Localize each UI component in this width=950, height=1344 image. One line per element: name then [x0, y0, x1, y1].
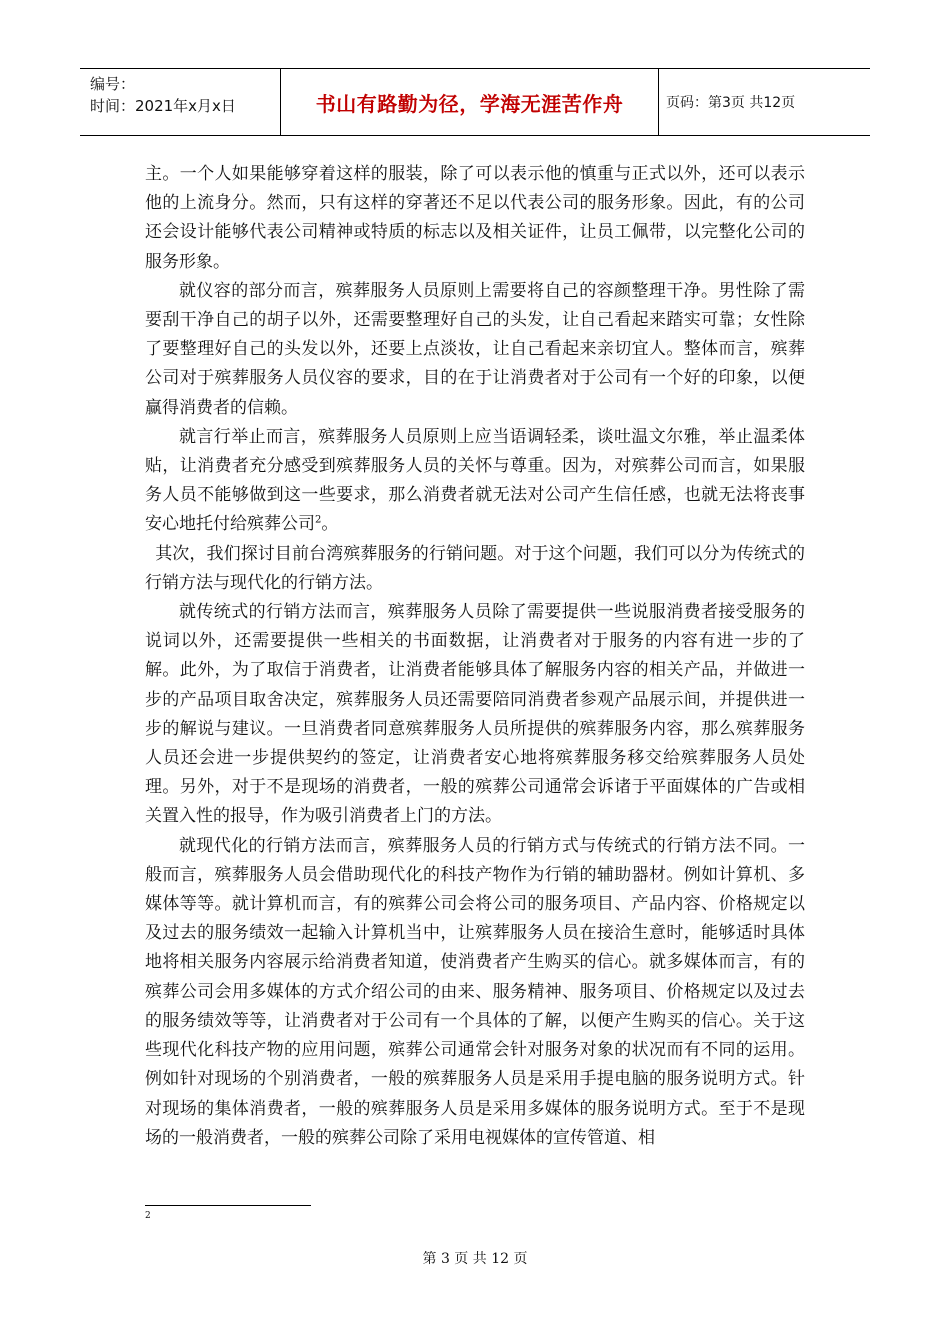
document-number-label: 编号： — [90, 75, 136, 93]
paragraph: 主。一个人如果能够穿着这样的服装，除了可以表示他的慎重与正式以外，还可以表示他的上流身分。然而，只有这样的穿著还不足以代表公司的服务形象。因此，有的公司还会设计能够代表公司精神或特质的标志以及相关证件，让员工佩带，以完整化公司的服务形象。 — [145, 164, 805, 272]
paragraph-end: 。 — [321, 514, 339, 535]
document-body — [145, 160, 805, 1153]
page-footer: 第 3 页 共 12 页 — [422, 1251, 528, 1267]
footnote-separator — [145, 1205, 311, 1206]
paragraph-text: 就言行举止而言，殡葬服务人员原则上应当语调轻柔，谈吐温文尔雅，举止温柔体贴，让消费者充分感受到殡葬服务人员的关怀与尊重。因为，对殡葬公司而言，如果服务人员不能够做到这一些要求，那么消费者就无法对公司产生信任感，也就无法将丧事安心地托付给殡葬公司 — [145, 426, 805, 535]
paragraph: 就现代化的行销方法而言，殡葬服务人员的行销方式与传统式的行销方法不同。一般而言，殡葬服务人员会借助现代化的科技产物作为行销的辅助器材。例如计算机、多媒体等等。就计算机而言，有的殡葬公司会将公司的服务项目、产品内容、价格规定以及过去的服务绩效一起输入计算机当中，让殡葬服务人员在接洽生意时，能够适时具体地将相关服务内容展示给消费者知道，使消费者产生购买的信心。就多媒体而言，有的殡葬公司会用多媒体的方式介绍公司的由来、服务精神、服务项目、价格规定以及过去的服务绩效等等，让消费者对于公司有一个具体的了解，以便产生购买的信心。关于这些现代化科技产物的应用问题，殡葬公司通常会针对服务对象的状况而有不同的运用。例如针对现场的个别消费者，一般的殡葬服务人员是采用手提电脑的服务说明方式。针对现场的集体消费者，一般的殡葬服务人员是采用多媒体的服务说明方式。至于不是现场的一般消费者，一般的殡葬公司除了采用电视媒体的宣传管道、相 — [145, 835, 805, 1148]
document-date: 时间：2021年x月x日 — [90, 97, 236, 115]
header-page-number: 页码：第3页 共12页 — [666, 95, 796, 111]
footnote-number: 2 — [145, 1211, 151, 1221]
paragraph — [145, 423, 805, 540]
header-meta — [80, 69, 280, 135]
page-header — [80, 68, 870, 136]
paragraph: 就仪容的部分而言，殡葬服务人员原则上需要将自己的容颜整理干净。男性除了需要刮干净自己的胡子以外，还需要整理好自己的头发，让自己看起来踏实可靠；女性除了要整理好自己的头发以外，还要上点淡妆，让自己看起来亲切宜人。整体而言，殡葬公司对于殡葬服务人员仪容的要求，目的在于让消费者对于公司有一个好的印象，以便赢得消费者的信赖。 — [145, 280, 805, 418]
footnote-reference[interactable]: 2 — [315, 514, 322, 526]
paragraph: 其次，我们探讨目前台湾殡葬服务的行销问题。对于这个问题，我们可以分为传统式的行销方法与现代化的行销方法。 — [145, 543, 805, 593]
paragraph: 就传统式的行销方法而言，殡葬服务人员除了需要提供一些说服消费者接受服务的说词以外，还需要提供一些相关的书面数据，让消费者对于服务的内容有进一步的了解。此外，为了取信于消费者，让消费者能够具体了解服务内容的相关产品，并做进一步的产品项目取舍决定，殡葬服务人员还需要陪同消费者参观产品展示间，并提供进一步的解说与建议。一旦消费者同意殡葬服务人员所提供的殡葬服务内容，那么殡葬服务人员还会进一步提供契约的签定，让消费者安心地将殡葬服务移交给殡葬服务人员处理。另外，对于不是现场的消费者，一般的殡葬公司通常会诉诸于平面媒体的广告或相关置入性的报导，作为吸引消费者上门的方法。 — [145, 602, 805, 827]
header-motto: 书山有路勤为径，学海无涯苦作舟 — [280, 69, 659, 135]
